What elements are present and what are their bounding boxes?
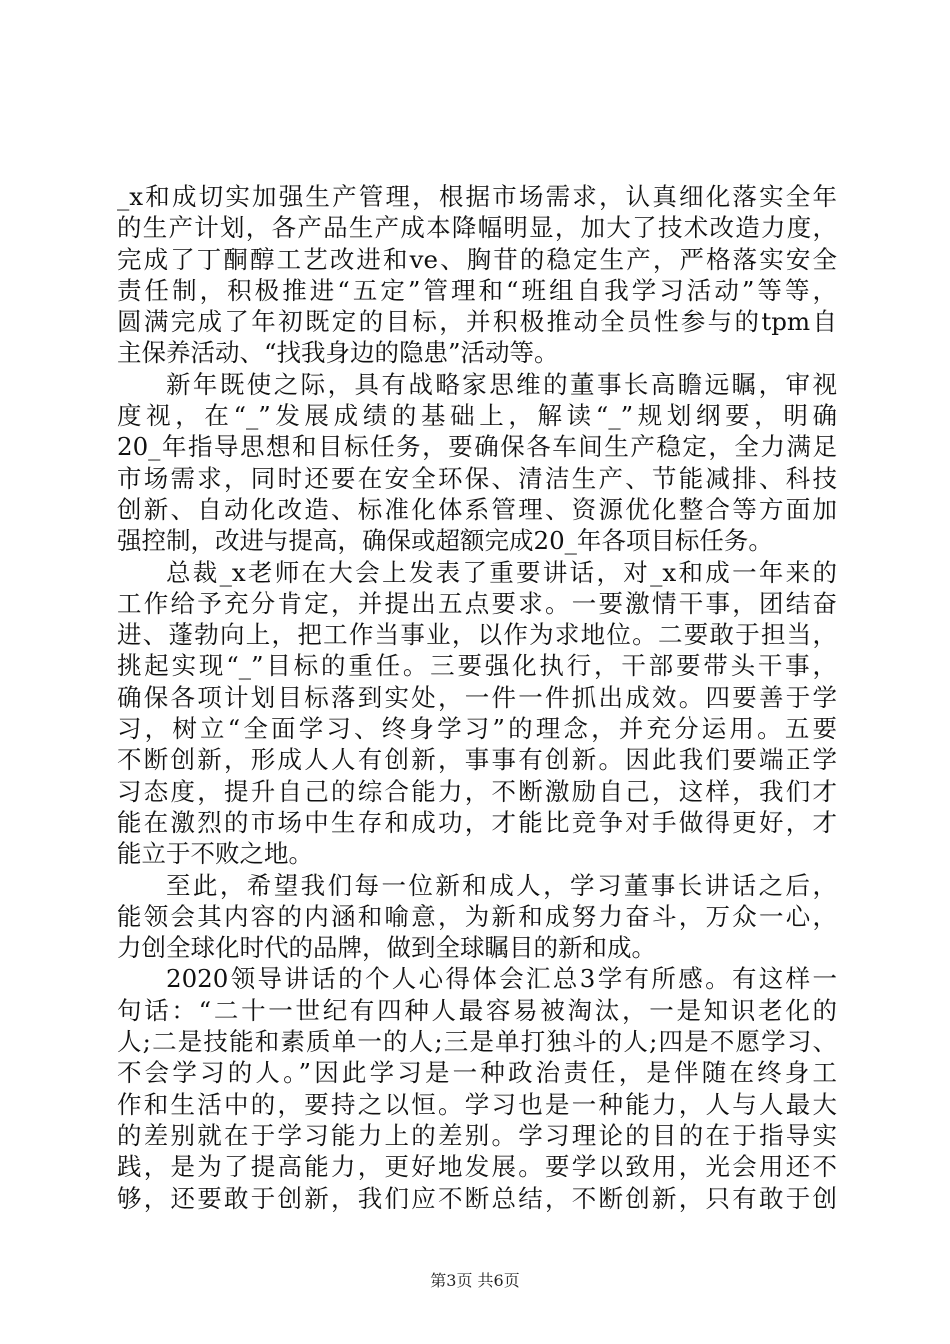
- text-line: 责任制，积极推进“五定”管理和“班组自我学习活动”等等，: [117, 275, 837, 305]
- text-line: 强控制，改进与提高，确保或超额完成20_年各项目标任务。: [117, 526, 773, 556]
- text-line: 确保各项计划目标落到实处，一件一件抓出成效。四要善于学: [117, 682, 837, 712]
- text-line: 能立于不败之地。: [117, 839, 313, 869]
- text-line: 市场需求，同时还要在安全环保、清洁生产、节能减排、科技: [117, 463, 837, 493]
- text-line: 作和生活中的，要持之以恒。学习也是一种能力，人与人最大: [117, 1089, 837, 1119]
- text-line: 不会学习的人。”因此学习是一种政治责任，是伴随在终身工: [117, 1058, 837, 1088]
- text-line: 工作给予充分肯定，并提出五点要求。一要激情干事，团结奋: [117, 588, 837, 618]
- text-line: 句话：“二十一世纪有四种人最容易被淘汰，一是知识老化的: [117, 995, 837, 1025]
- text-line: 习，树立“全面学习、终身学习”的理念，并充分运用。五要: [117, 714, 837, 744]
- text-line: 圆满完成了年初既定的目标，并积极推动全员性参与的tpm自: [117, 307, 837, 337]
- text-line: 挑起实现“_”目标的重任。三要强化执行，干部要带头干事，: [117, 651, 837, 681]
- text-line: 20_年指导思想和目标任务，要确保各车间生产稳定，全力满足: [117, 432, 837, 462]
- text-line: 至此，希望我们每一位新和成人，学习董事长讲话之后，: [166, 870, 837, 900]
- text-line: 2020领导讲话的个人心得体会汇总3学有所感。有这样一: [166, 964, 837, 994]
- document-body: [117, 181, 837, 1214]
- text-line: 习态度，提升自己的综合能力，不断激励自己，这样，我们才: [117, 776, 837, 806]
- text-line: 不断创新，形成人人有创新，事事有创新。因此我们要端正学: [117, 745, 837, 775]
- text-line: 总裁_x老师在大会上发表了重要讲话，对_x和成一年来的: [166, 557, 837, 587]
- text-line: 的生产计划，各产品生产成本降幅明显，加大了技术改造力度，: [117, 213, 837, 243]
- text-line: 进、蓬勃向上，把工作当事业，以作为求地位。二要敢于担当，: [117, 620, 837, 650]
- text-line: 践，是为了提高能力，更好地发展。要学以致用，光会用还不: [117, 1152, 837, 1182]
- text-line: 完成了丁酮醇工艺改进和ve、胸苷的稳定生产，严格落实安全: [117, 244, 837, 274]
- text-line: 能领会其内容的内涵和喻意，为新和成努力奋斗，万众一心，: [117, 901, 837, 931]
- text-line: 度视，在“_”发展成绩的基础上，解读“_”规划纲要，明确: [117, 401, 837, 431]
- page-footer: 第3页 共6页: [430, 1271, 520, 1290]
- text-line: 能在激烈的市场中生存和成功，才能比竞争对手做得更好，才: [117, 807, 837, 837]
- text-line: 力创全球化时代的品牌，做到全球瞩目的新和成。: [117, 933, 656, 963]
- text-line: 人;二是技能和素质单一的人;三是单打独斗的人;四是不愿学习、: [117, 1027, 837, 1057]
- text-line: 创新、自动化改造、标准化体系管理、资源优化整合等方面加: [117, 494, 837, 524]
- text-line: 够，还要敢于创新，我们应不断总结，不断创新，只有敢于创: [117, 1183, 837, 1213]
- text-line: 主保养活动、“找我身边的隐患”活动等。: [117, 338, 559, 368]
- text-line: 新年既使之际，具有战略家思维的董事长高瞻远瞩，审视: [166, 369, 837, 399]
- text-line: _x和成切实加强生产管理，根据市场需求，认真细化落实全年: [117, 182, 837, 211]
- text-line: 的差别就在于学习能力上的差别。学习理论的目的在于指导实: [117, 1120, 837, 1150]
